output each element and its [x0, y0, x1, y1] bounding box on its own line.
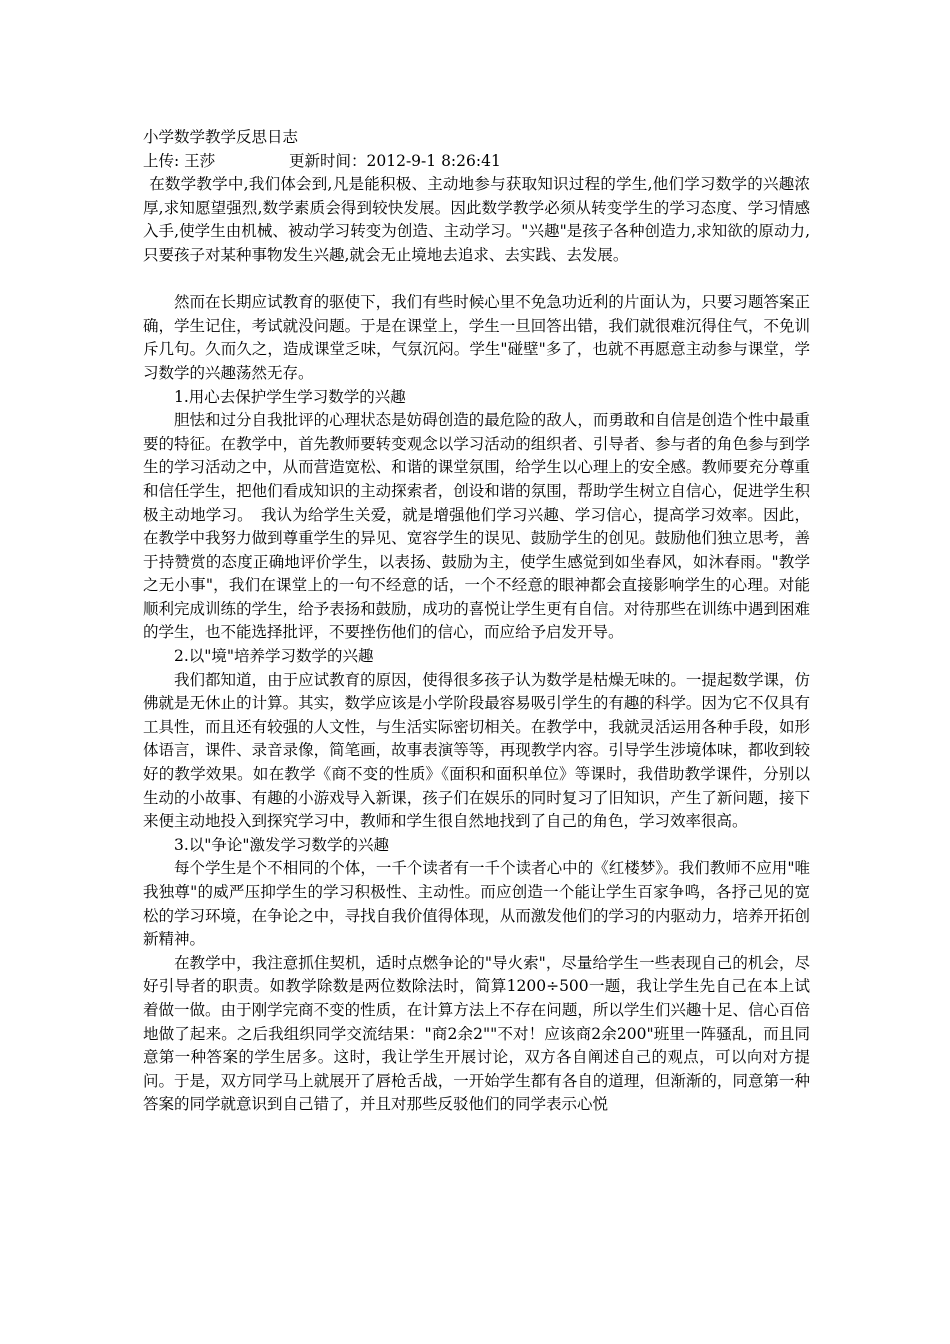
section-heading-2: 2.以"境"培养学习数学的兴趣 — [174, 647, 374, 666]
paragraph-spacer — [143, 268, 810, 292]
document-meta — [143, 150, 810, 174]
paragraph-5: 每个学生是个不相同的个体，一千个读者有一千个读者心中的《红楼梦》。我们教师不应用"唯我独尊"的威严压抑学生的学习积极性、主动性。而应创造一个能让学生百家争鸣，各抒己见的宽松的学习环境，在争论之中，寻找自我价值得体现，从而激发他们的学习的内驱动力，培养开拓创新精神。 — [143, 859, 810, 949]
section-heading-3: 3.以"争论"激发学习数学的兴趣 — [174, 835, 390, 854]
updated-time-text: 更新时间：2012-9-1 8:26:41 — [289, 151, 501, 170]
paragraph-2: 然而在长期应试教育的驱使下，我们有些时候心里不免急功近利的片面认为，只要习题答案正确，学生记住，考试就没问题。于是在课堂上，学生一旦回答出错，我们就很难沉得住气，不免训斥几句。久而久之，造成课堂乏味，气氛沉闷。学生"碰壁"多了，也就不再愿意主动参与课堂，学习数学的兴趣荡然无存。 — [143, 293, 810, 382]
paragraph-4: 我们都知道，由于应试教育的原因，使得很多孩子认为数学是枯燥无味的。一提起数学课，仿佛就是无休止的计算。其实，数学应该是小学阶段最容易吸引学生的有趣的科学。因为它不仅具有工具性，而且还有较强的人文性，与生活实际密切相关。在教学中，我就灵活运用各种手段，如形体语言，课件、录音录像，简笔画，故事表演等等，再现教学内容。引导学生涉境体味，都收到较好的教学效果。如在教学《商不变的性质》《面积和面积单位》等课时，我借助教学课件，分别以生动的小故事、有趣的小游戏导入新课，孩子们在娱乐的同时复习了旧知识，产生了新问题，接下来便主动地投入到探究学习中，教师和学生很自然地找到了自己的角色，学习效率很高。 — [143, 670, 810, 831]
intro-paragraph: 在数学教学中,我们体会到,凡是能积极、主动地参与获取知识过程的学生,他们学习数学的兴趣浓厚,求知愿望强烈,数学素质会得到较快发展。因此数学教学必须从转变学生的学习态度、学习情感入手,使学生由机械、被动学习转变为创造、主动学习。"兴趣"是孩子各种创造力,求知欲的原动力,只要孩子对某种事物发生兴趣,就会无止境地去追求、去实践、去发展。 — [143, 175, 810, 264]
document-title: 小学数学教学反思日志 — [143, 128, 299, 146]
document-body — [143, 126, 810, 1117]
paragraph-3: 胆怯和过分自我批评的心理状态是妨碍创造的最危险的敌人，而勇敢和自信是创造个性中最重要的特征。在教学中，首先教师要转变观念以学习活动的组织者、引导者、参与者的角色参与到学生的学习活动之中，从而营造宽松、和谐的课堂氛围，给学生以心理上的安全感。教师要充分尊重和信任学生，把他们看成知识的主动探索者，创设和谐的氛围，帮助学生树立自信心，促进学生积极主动地学习。 我认为给学生关爱，就是增强他们学习兴趣、学习信心，提高学习效率。因此，在教学中我努力做到尊重学生的异见、宽容学生的误见、鼓励学生的创见。鼓励他们独立思考，善于持赞赏的态度正确地评价学生，以表扬、鼓励为主，使学生感觉到如坐春风，如沐春雨。"教学之无小事"，我们在课堂上的一句不经意的话，一个不经意的眼神都会直接影响学生的心理。对能顺利完成训练的学生，给予表扬和鼓励，成功的喜悦让学生更有自信。对待那些在训练中遇到困难的学生，也不能选择批评，不要挫伤他们的信心，而应给予启发开导。 — [143, 411, 810, 642]
section-heading-1: 1.用心去保护学生学习数学的兴趣 — [174, 387, 406, 406]
paragraph-6: 在教学中，我注意抓住契机，适时点燃争论的"导火索"，尽量给学生一些表现自己的机会，尽好引导者的职责。如教学除数是两位数除法时，简算1200÷500一题，我让学生先自己在本上试着做一做。由于刚学完商不变的性质，在计算方法上不存在问题，所以学生们兴趣十足、信心百倍地做了起来。之后我组织同学交流结果："商2余2""不对！应该商2余200"班里一阵骚乱，而且同意第一种答案的学生居多。这时，我让学生开展讨论，双方各自阐述自己的观点，可以向对方提问。于是，双方同学马上就展开了唇枪舌战，一开始学生都有各自的道理，但渐渐的，同意第一种答案的同学就意识到自己错了，并且对那些反驳他们的同学表示心悦 — [143, 953, 810, 1114]
uploader-text: 上传: 王莎 — [143, 151, 216, 170]
